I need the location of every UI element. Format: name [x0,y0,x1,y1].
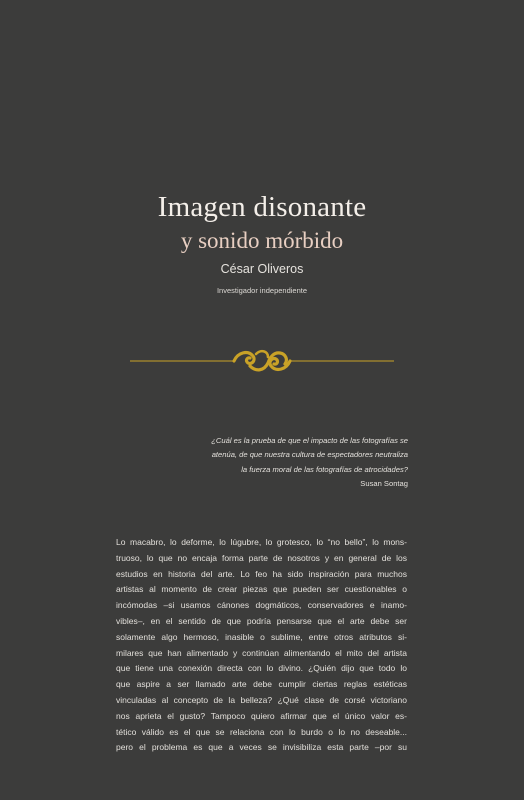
body-paragraph [116,535,407,756]
epigraph-line: ¿Cuál es la prueba de que el impacto de las fotografías se [211,436,408,445]
body-line: tético válido es el que se relaciona con lo burdo o lo no deseable... [116,726,407,737]
article-subtitle: y sonido mórbido [180,228,344,253]
gold-wave-ornament-icon [130,345,394,377]
epigraph-source: Susan Sontag [360,479,408,488]
body-line: vinculadas al concepto de la belleza? ¿Qué clase de corsé victoriano [116,694,407,705]
body-line: vibles–, en el sentido de que podría pensarse que el arte debe ser [116,615,407,626]
epigraph-quote [150,434,408,477]
epigraph-line: la fuerza moral de las fotografías de atrocidades? [241,464,408,474]
body-line: estudios en historia del arte. Lo feo ha sido inspiración para muchos [116,568,407,579]
body-line: solamente algo hermoso, inasible o sublime, entre otros atributos si- [116,631,407,642]
body-line: que tiene una conexión directa con lo divino. ¿Quién dijo que todo lo [116,663,407,674]
author-name: César Oliveros [220,262,304,276]
body-line: truoso, lo que no encaja forma parte de nosotros y en general de los [116,552,407,563]
body-line: Lo macabro, lo deforme, lo lúgubre, lo grotesco, lo “no bello”, lo mons- [116,537,407,547]
ornament-group [130,351,394,370]
body-line: milares que han alimentado y continúan alimentando el mito del artista [116,647,407,658]
body-line: pero el problema es que a veces se invisibiliza esta parte –por su [116,742,407,753]
article-title: Imagen disonante [157,191,367,223]
ornament-left-scroll [234,353,254,364]
body-line: artistas al momento de crear piezas que pueden ser cuestionables o [116,584,407,595]
body-line: que aspire a ser llamado arte debe cumplir ciertas reglas estéticas [116,679,407,690]
epigraph-line: atenúa, de que nuestra cultura de espectadores neutraliza [211,450,408,460]
body-line: incómodas –si usamos cánones dogmáticos, conservadores e inamo- [116,600,407,611]
ornament-inner-loop [256,351,268,357]
author-affiliation: Investigador independiente [216,286,308,295]
body-line: nos aprieta el gusto? Tampoco quiero afirmar que el único valor es- [116,710,407,721]
